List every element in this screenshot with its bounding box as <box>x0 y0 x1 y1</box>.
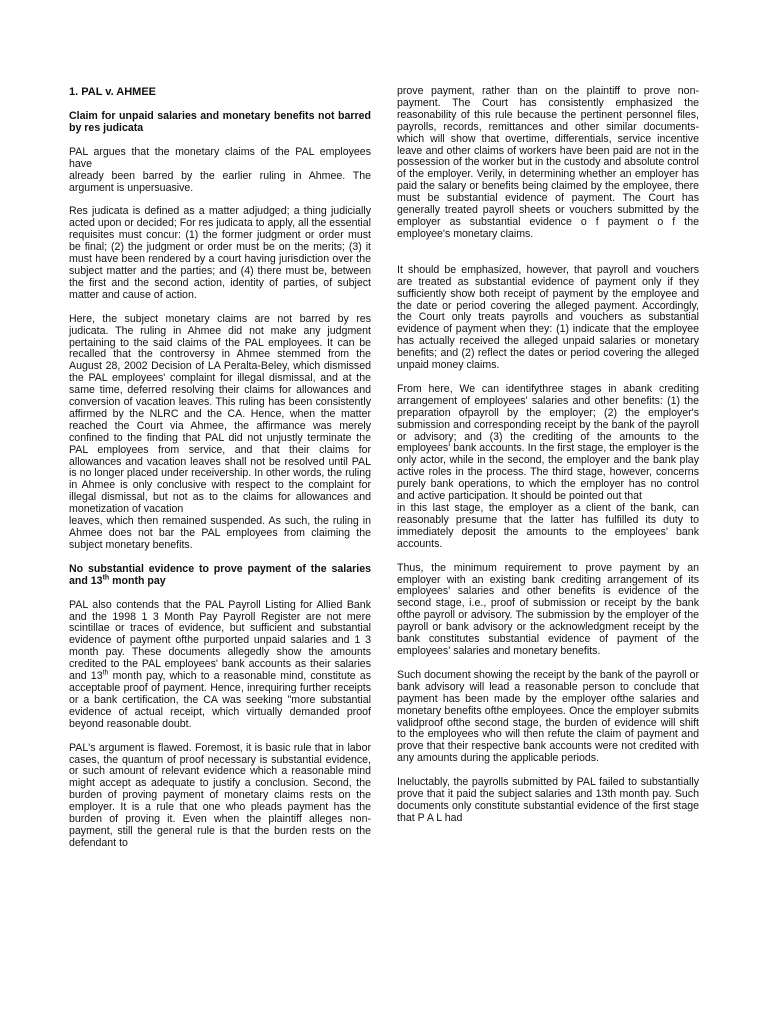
paragraph: Here, the subject monetary claims are not barred by res judicata. The ruling in Ahmee did not make any judgment pertaining to the said claims of the PAL employees. It can be recalled that the controversy in Ahmee stemmed from the August 28, 2002 Decision of LA Peralta-Beley, which dismissed the PAL employees' complaint for illegal dismissal, and at the same time, deferred resolving their claims for allowances and conversion of vacation leaves. This ruling has been consistently affirmed by the NLRC and the CA. Hence, when the matter reached the Court via Ahmee, the affirmance was merely confined to the finding that PAL did not unjustly terminate the PAL employees from service, and that their claims for allowances and vacation leaves shall not be resolved until PAL is no longer placed under receivership. In other words, the ruling in Ahmee is only conclusive with respect to the complaint for illegal dismissal, but not as to the claims for allowances and monetization of vacation <box>69 312 371 516</box>
superscript: th <box>102 574 110 582</box>
paragraph: Ineluctably, the payrolls submitted by PAL failed to substantially prove that it paid the subject salaries and 13th month pay. Such documents only constitute substantial evidence of the first stage that P A L had <box>397 776 699 824</box>
section-heading-res-judicata: Claim for unpaid salaries and monetary benefits not barred by res judicata <box>69 110 371 134</box>
left-column <box>69 86 371 862</box>
paragraph: in this last stage, the employer as a client of the bank, can reasonably presume that the latter has fulfilled its duty to immediately deposit the amounts to the employees' bank accounts. <box>397 502 699 550</box>
paragraph: PAL's argument is flawed. Foremost, it is basic rule that in labor cases, the quantum of proof necessary is substantial evidence, or such amount of relevant evidence which a reasonable mind might accept as adequate to justify a conclusion. Second, the burden of proving payment of monetary claims rests on the employer. It is a rule that one who pleads payment has the burden of proving it. Even when the plaintiff alleges non-payment, still the general rule is that the burden rests on the defendant to <box>69 741 371 849</box>
paragraph: prove payment, rather than on the plaintiff to prove non-payment. The Court has consistently emphasized the reasonability of this rule because the pertinent personnel files, payrolls, records, remittances and other similar documents- which will show that overtime, differentials, service incentive leave and other claims of workers have been paid are not in the possession of the worker but in the custody and absolute control of the employer. Verily, in determining whether an employer has paid the salary or benefits being claimed by the employee, there must be substantial evidence of payment. The Court has generally treated payroll sheets or vouchers submitted by the employer as substantial evidence o f payment o f the employee's monetary claims. <box>397 85 699 240</box>
paragraph: It should be emphasized, however, that payroll and vouchers are treated as substantial evidence of payment only if they sufficiently show both receipt of payment by the employee and the date or period covering the alleged payment. Accordingly, the Court only treats payrolls and vouchers as substantial evidence of payment when they: (1) indicate that the employee has actually received the alleged unpaid salaries or monetary benefits; and (2) reflect the dates or period covering the alleged unpaid money claims. <box>397 263 699 372</box>
paragraph: From here, We can identifythree stages in abank crediting arrangement of employees' salaries and other benefits: (1) the preparation ofpayroll by the employer; (2) the employer's submission and corresponding receipt by the bank of the payroll or advisory; and (3) the crediting of the amounts to the employees' bank accounts. In the first stage, the employer is the only actor, while in the second, the employer and the bank play active roles in the process. The third stage, however, concerns purely bank operations, to which the employer has no control and active participation. It should be pointed out that <box>397 382 699 503</box>
paragraph: Thus, the minimum requirement to prove payment by an employer with an existing bank crediting arrangement of its employees' salaries and other benefits is evidence of the second stage, i.e., proof of submission or receipt by the bank ofthe payroll or advisory. The submission by the employer of the payroll or bank advisory or the acknowledgment receipt by the bank constitutes substantial evidence of payment of the employees' salaries and monetary benefits. <box>397 561 699 657</box>
section-heading-substantial-evidence <box>69 564 371 588</box>
superscript: th <box>102 669 109 677</box>
right-column <box>397 86 699 837</box>
paragraph: PAL argues that the monetary claims of the PAL employees have <box>69 145 371 170</box>
paragraph: leaves, which then remained suspended. As such, the ruling in Ahmee does not bar the PAL employees from claiming the subject monetary benefits. <box>69 515 371 551</box>
case-title: 1. PAL v. AHMEE <box>69 86 157 98</box>
heading-text: No substantial evidence to prove payment of the salaries and 13 <box>69 562 371 587</box>
heading-text: month pay <box>109 574 166 587</box>
paragraph: Res judicata is defined as a matter adjudged; a thing judicially acted upon or decided; For res judicata to apply, all the essential requisites must concur: (1) the former judgment or order must be final; (2) the judgment or order must be on the merits; (3) it must have been rendered by a court having jurisdiction over the subject matter and the parties; and (4) there must be, between the first and the second action, identity of parties, of subject matter and cause of action. <box>69 205 371 301</box>
paragraph: already been barred by the earlier ruling in Ahmee. The argument is unpersuasive. <box>69 169 371 194</box>
paragraph <box>69 600 371 731</box>
paragraph-text: month pay, which to a reasonable mind, constitute as acceptable proof of payment. Hence, inrequiring further receipts or a bank certification, the CA was seeking "more substantial evidence of actual receipt, which virtually demanded proof beyond reasonable doubt. <box>69 670 371 730</box>
paragraph-text: PAL also contends that the PAL Payroll Listing for Allied Bank and the 1998 1 3 Month Pay Payroll Register are not mere scintillae or traces of evidence, but sufficient and substantial evidence of payment ofthe purported unpaid salaries and 1 3 month pay. These documents allegedly show the amounts credited to the PAL employees' bank accounts as their salaries and 13 <box>69 598 371 683</box>
paragraph: Such document showing the receipt by the bank of the payroll or bank advisory will lead a reasonable person to conclude that payment has been made by the employer ofthe salaries and monetary benefits ofthe employees. Once the employer submits validproof ofthe second stage, the burden of evidence will shift to the employees who will then refute the claim of payment and prove that their respective bank accounts were not credited with any amounts during the applicable periods. <box>397 668 699 765</box>
